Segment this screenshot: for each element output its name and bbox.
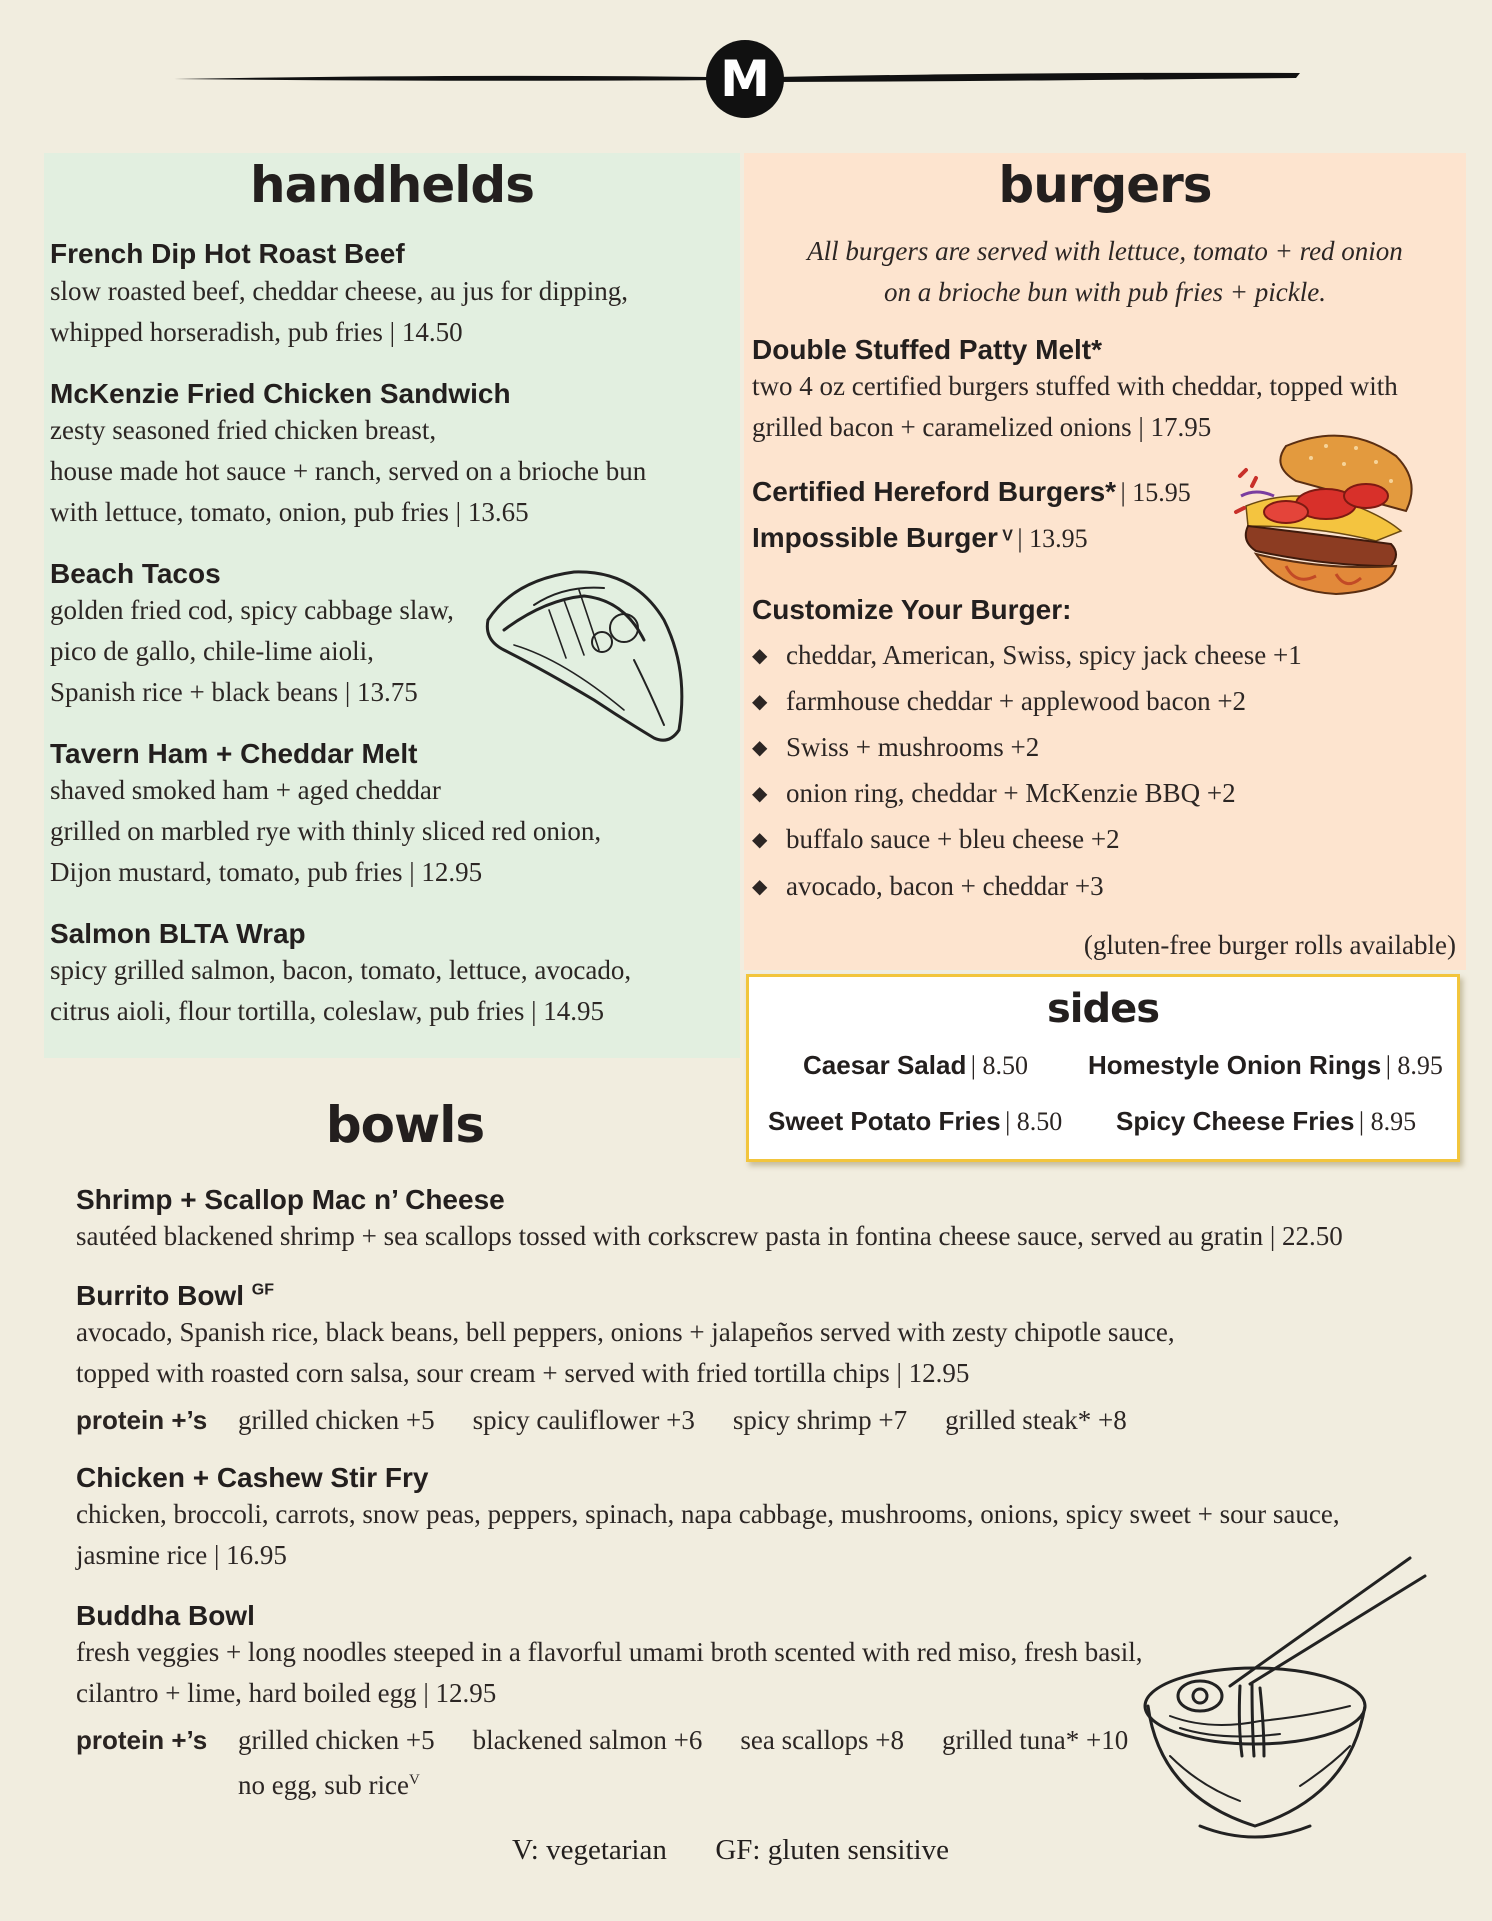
bowls-heading: bowls (325, 1096, 485, 1154)
customize-option: ◆ cheddar, American, Swiss, spicy jack cheese +1 (752, 639, 1302, 670)
burger-illustration (1226, 426, 1431, 606)
customize-option: ◆ buffalo sauce + bleu cheese +2 (752, 824, 1120, 855)
customize-heading: Customize Your Burger: (752, 594, 1072, 625)
handheld-item-ham-melt: Tavern Ham + Cheddar Melt shaved smoked ham + aged cheddar grilled on marbled rye with thinly sliced red onion, Dijon mustard, tomato, pub fries | 12.95 (50, 738, 602, 887)
logo-letter: M (720, 50, 770, 108)
handheld-item-beach-tacos: Beach Tacos golden fried cod, spicy cabbage slaw, pico de gallo, chile-lime aioli, Spanish rice + black beans | 13.75 (50, 558, 454, 707)
diamond-bullet-icon: ◆ (752, 829, 768, 852)
side-item-sweet-potato: Sweet Potato Fries | 8.50 (768, 1106, 1063, 1136)
handheld-item-salmon-wrap: Salmon BLTA Wrap spicy grilled salmon, bacon, tomato, lettuce, avocado, citrus aioli, flour tortilla, coleslaw, pub fries | 14.95 (50, 918, 632, 1026)
side-item-cheese-fries: Spicy Cheese Fries | 8.95 (1116, 1106, 1417, 1136)
bowl-item-buddha: Buddha Bowl fresh veggies + long noodles steeped in a flavorful umami broth scented with red miso, fresh basil, cilantro + lime, hard boiled egg | 12.95 (76, 1600, 1143, 1708)
bowl-item-burrito: Burrito Bowl $^{GF}$ avocado, Spanish rice, black beans, bell peppers, onions + jalapeños served with zesty chipotle sauce, topped with roasted corn salsa, sour cream + served with fried tortilla chips | 12.95 (76, 1280, 1175, 1388)
handheld-item-fried-chicken: McKenzie Fried Chicken Sandwich zesty seasoned fried chicken breast, house made hot sauce + ranch, served on a brioche bun with lettuce, tomato, onion, pub fries | 13.65 (50, 378, 647, 527)
buddha-extra-note: no egg, sub rice$^V$ (238, 1770, 420, 1800)
legend-gluten-sensitive: GF: gluten sensitive (715, 1834, 949, 1866)
customize-option: ◆ avocado, bacon + cheddar +3 (752, 870, 1104, 901)
diamond-bullet-icon: ◆ (752, 783, 768, 806)
dietary-legend (512, 1834, 949, 1867)
customize-option: ◆ Swiss + mushrooms +2 (752, 731, 1040, 762)
logo-badge (706, 40, 784, 118)
bowl-item-mac: Shrimp + Scallop Mac n’ Cheese sautéed blackened shrimp + sea scallops tossed with corkscrew pasta in fontina cheese sauce, served au gratin | 22.50 (76, 1184, 1343, 1251)
bowl-item-stir-fry: Chicken + Cashew Stir Fry chicken, broccoli, carrots, snow peas, peppers, spinach, napa cabbage, mushrooms, onions, spicy sweet + sour sauce, jasmine rice | 16.95 (76, 1462, 1340, 1570)
burgers-intro: All burgers are served with lettuce, tomato + red onion on a brioche bun with pub fries + pickle. (807, 236, 1403, 307)
noodle-bowl-illustration (1140, 1556, 1430, 1846)
handheld-item-french-dip: French Dip Hot Roast Beef slow roasted beef, cheddar cheese, au jus for dipping, whipped horseradish, pub fries | 14.50 (50, 238, 629, 347)
burger-item-patty-melt: Double Stuffed Patty Melt* two 4 oz certified burgers stuffed with cheddar, topped with grilled bacon + caramelized onions | 17.95 (752, 334, 1398, 442)
customize-list (752, 632, 1302, 909)
customize-option: ◆ onion ring, cheddar + McKenzie BBQ +2 (752, 778, 1236, 809)
handhelds-heading: handhelds (250, 156, 534, 214)
diamond-bullet-icon: ◆ (752, 875, 768, 898)
gluten-sensitive-mark: GF (251, 1281, 274, 1299)
diamond-bullet-icon: ◆ (752, 736, 768, 759)
sides-heading: sides (1046, 986, 1160, 1032)
vegetarian-mark: V (1002, 527, 1013, 545)
gluten-free-note: (gluten-free burger rolls available) (1083, 930, 1456, 960)
burger-item-impossible: Impossible Burger $^V$ | 13.95 (752, 522, 1088, 553)
customize-option: ◆ farmhouse cheddar + applewood bacon +2 (752, 685, 1247, 716)
taco-illustration (474, 560, 694, 750)
diamond-bullet-icon: ◆ (752, 644, 768, 667)
legend-vegetarian: V: vegetarian (512, 1834, 667, 1866)
side-item-caesar: Caesar Salad | 8.50 (803, 1050, 1028, 1080)
burger-item-hereford: Certified Hereford Burgers* | 15.95 (752, 476, 1191, 507)
burrito-protein-row: protein +’s grilled chicken +5 spicy cauliflower +3 spicy shrimp +7 grilled steak* +8 (76, 1405, 1127, 1435)
side-item-onion-rings: Homestyle Onion Rings | 8.95 (1088, 1050, 1443, 1080)
diamond-bullet-icon: ◆ (752, 690, 768, 713)
vegetarian-mark: V (408, 1772, 420, 1788)
burgers-heading: burgers (998, 156, 1212, 214)
buddha-protein-row: protein +’s grilled chicken +5 blackened salmon +6 sea scallops +8 grilled tuna* +10 (76, 1725, 1129, 1755)
